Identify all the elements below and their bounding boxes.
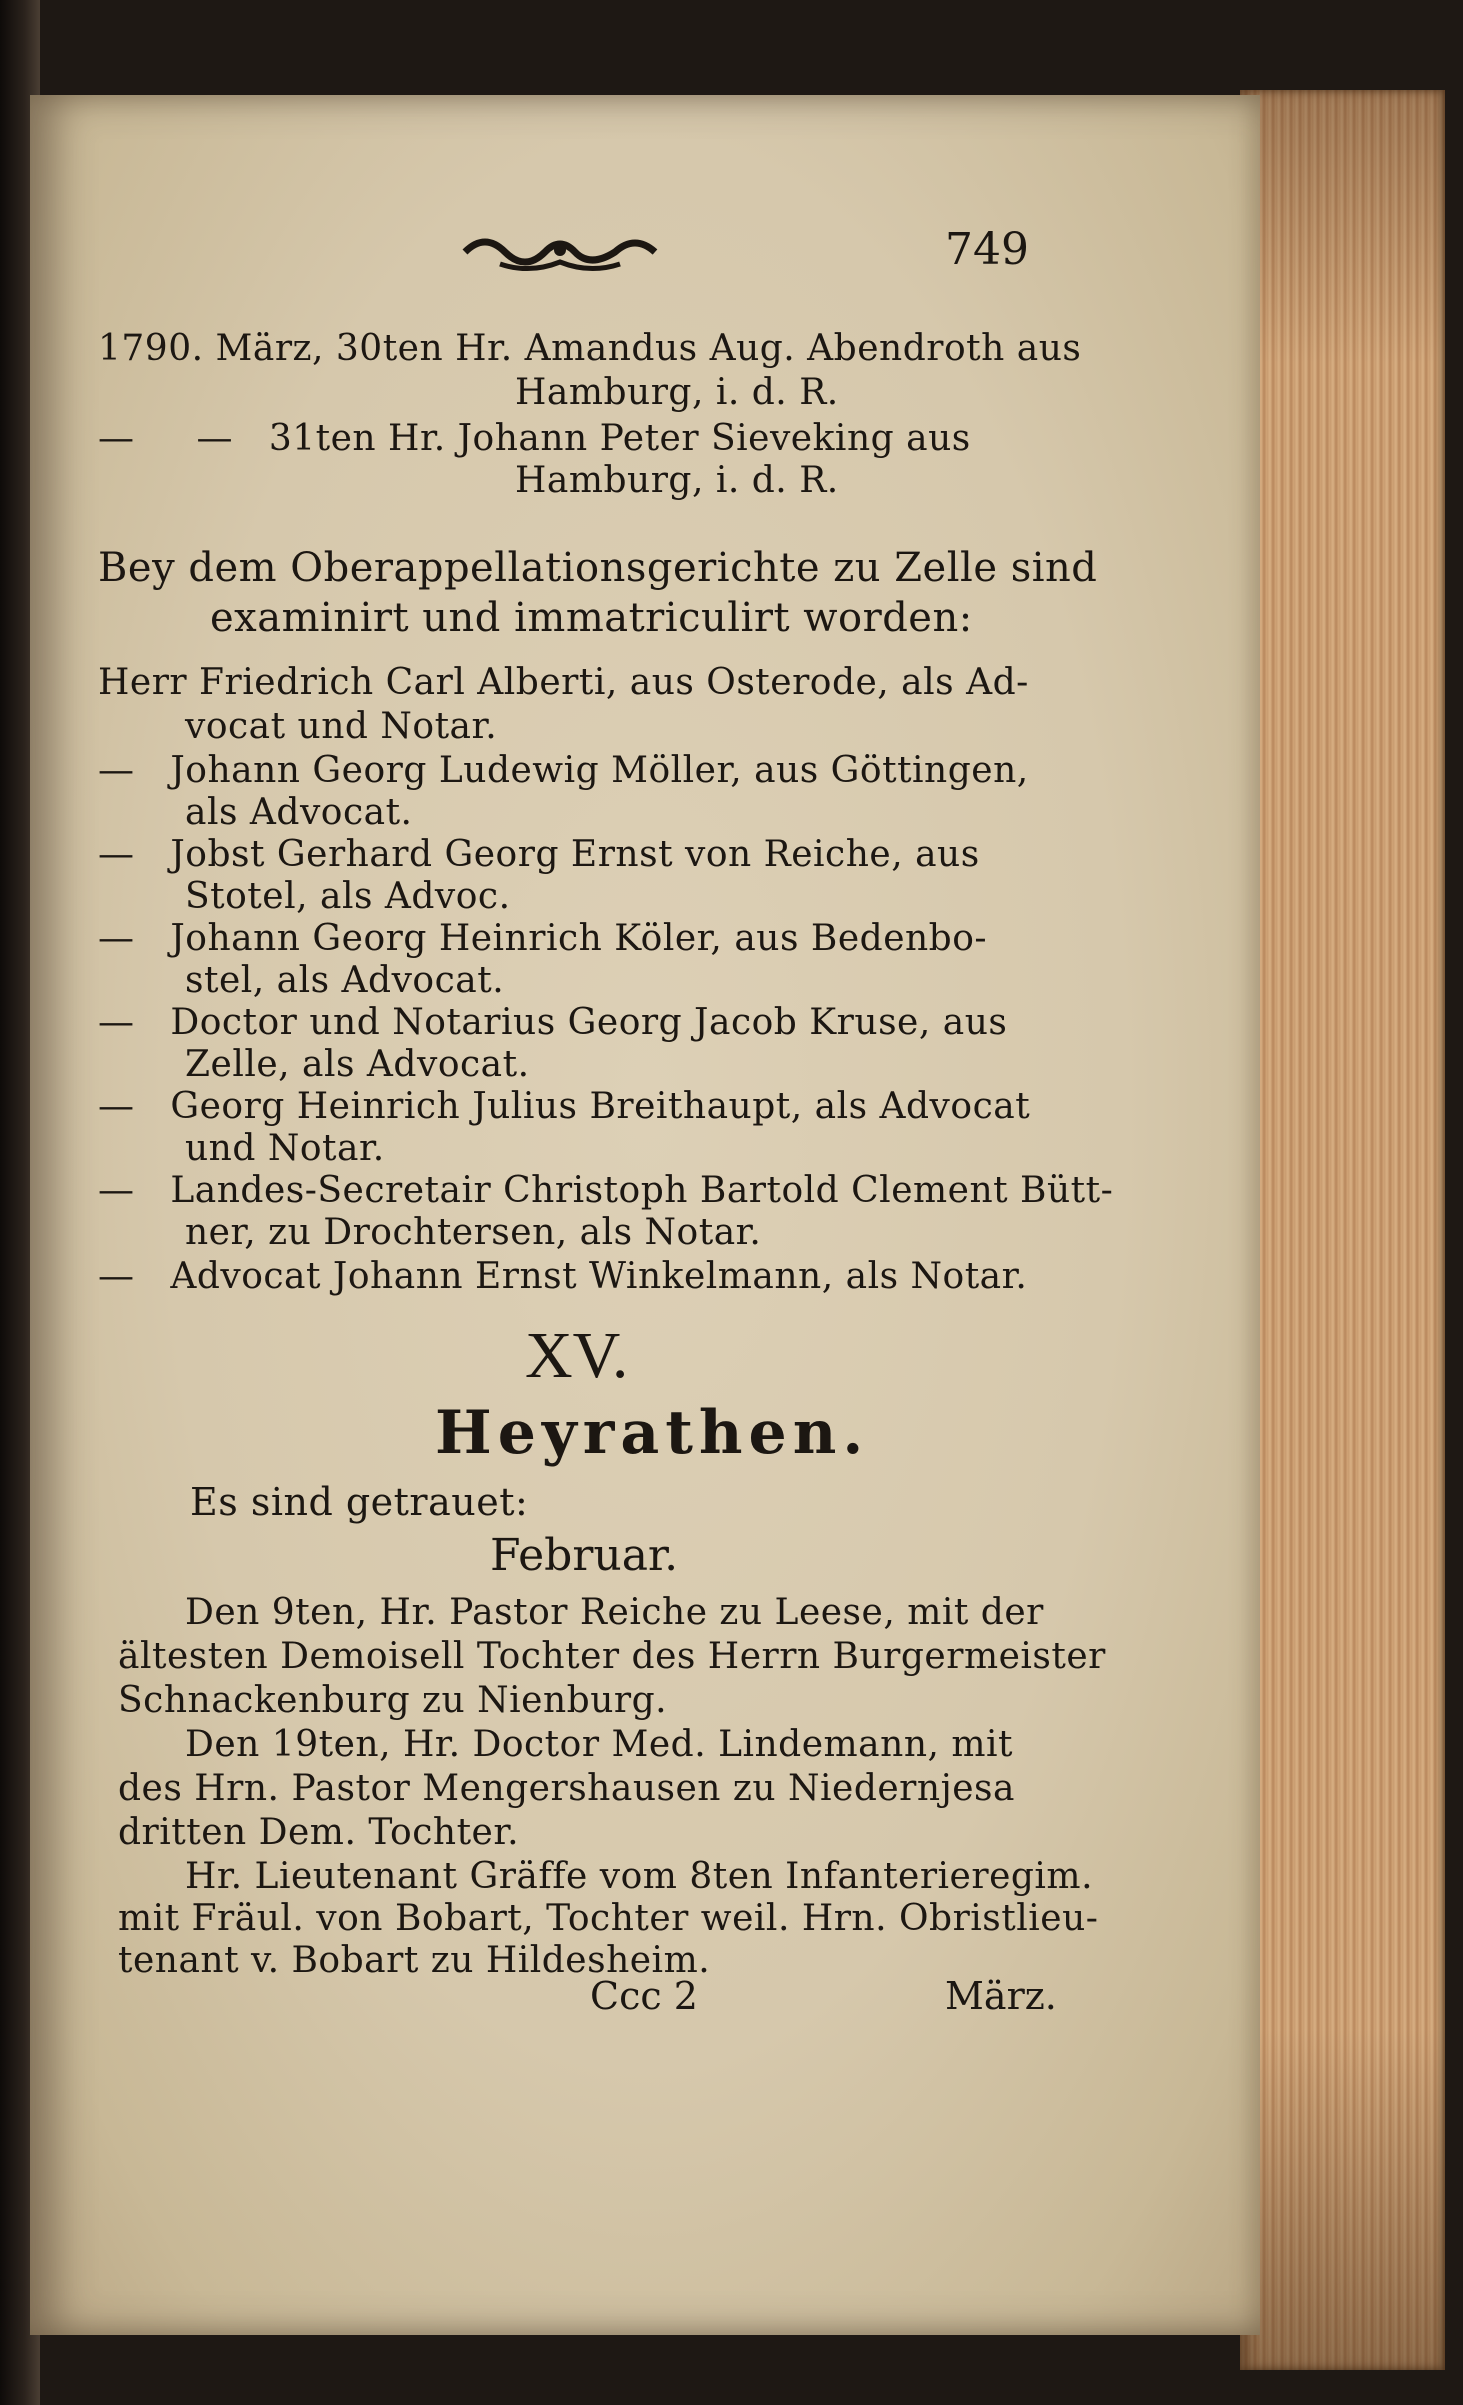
entry-line-15	[98, 1256, 1027, 1297]
dash: —	[98, 1170, 135, 1211]
signature-mark: Ccc 2	[590, 1974, 698, 2018]
dash: —	[98, 418, 135, 459]
entry-line-5-text: Jobst Gerhard Georg Ernst von Reiche, aus	[170, 834, 980, 875]
entry-line-12: und Notar.	[185, 1128, 385, 1169]
entry-line-9-text: Doctor und Notarius Georg Jacob Kruse, aus	[170, 1002, 1008, 1043]
marriage-line-9: tenant v. Bobart zu Hildesheim.	[118, 1940, 711, 1981]
marriage-line-5: des Hrn. Pastor Mengershausen zu Niedernjesa	[118, 1768, 1015, 1809]
marriage-line-3: Schnackenburg zu Nienburg.	[118, 1680, 668, 1721]
entry-line-7	[98, 918, 987, 959]
entry-line-10: Zelle, als Advocat.	[185, 1044, 530, 1085]
oberappellation-intro-2: examinirt und immatriculirt worden:	[210, 595, 973, 641]
entry-line-15-text: Advocat Johann Ernst Winkelmann, als Notar.	[170, 1256, 1028, 1297]
catchword: März.	[945, 1974, 1057, 2018]
entry-line-13-text: Landes-Secretair Christoph Bartold Clement Bütt-	[170, 1170, 1114, 1211]
page-number: 749	[945, 224, 1029, 275]
entry-line-11	[98, 1086, 1030, 1127]
marriage-line-2: ältesten Demoisell Tochter des Herrn Burgermeister	[118, 1636, 1106, 1677]
entry-line-1: Herr Friedrich Carl Alberti, aus Osterode, als Ad-	[98, 662, 1029, 703]
entry-line-11-text: Georg Heinrich Julius Breithaupt, als Advocat	[170, 1086, 1031, 1127]
entry-line-9	[98, 1002, 1007, 1043]
register-line-3-text: 31ten Hr. Johann Peter Sieveking aus	[268, 418, 971, 459]
head-ornament	[460, 222, 660, 282]
register-line-2: Hamburg, i. d. R.	[515, 372, 839, 413]
entry-line-3	[98, 750, 1029, 791]
entry-line-5	[98, 834, 980, 875]
entry-line-14: ner, zu Drochtersen, als Notar.	[185, 1212, 762, 1253]
entry-line-6: Stotel, als Advoc.	[185, 876, 511, 917]
marriage-line-4: Den 19ten, Hr. Doctor Med. Lindemann, mit	[185, 1724, 1014, 1765]
entry-line-13	[98, 1170, 1113, 1211]
dash: —	[98, 750, 135, 791]
section-title: Heyrathen.	[435, 1398, 870, 1468]
section-intro: Es sind getrauet:	[190, 1480, 529, 1524]
register-line-1: 1790. März, 30ten Hr. Amandus Aug. Abendroth aus	[98, 328, 1082, 369]
marriage-line-6: dritten Dem. Tochter.	[118, 1812, 520, 1853]
marriage-line-1: Den 9ten, Hr. Pastor Reiche zu Leese, mit der	[185, 1592, 1044, 1633]
dash: —	[98, 834, 135, 875]
oberappellation-intro-1: Bey dem Oberappellationsgerichte zu Zelle sind	[98, 545, 1098, 591]
dash: —	[196, 418, 233, 459]
dash: —	[98, 1256, 135, 1297]
dash: —	[98, 1086, 135, 1127]
section-numeral: XV.	[525, 1319, 629, 1392]
entry-line-4: als Advocat.	[185, 792, 413, 833]
entry-line-7-text: Johann Georg Heinrich Köler, aus Bedenbo-	[170, 918, 988, 959]
entry-line-3-text: Johann Georg Ludewig Möller, aus Göttingen,	[170, 750, 1029, 791]
marriage-line-7: Hr. Lieutenant Gräffe vom 8ten Infanterieregim.	[185, 1856, 1094, 1897]
entry-line-2: vocat und Notar.	[185, 706, 498, 747]
section-month: Februar.	[490, 1530, 679, 1581]
register-line-4: Hamburg, i. d. R.	[515, 460, 839, 501]
entry-line-8: stel, als Advocat.	[185, 960, 505, 1001]
marriage-line-8: mit Fräul. von Bobart, Tochter weil. Hrn. Obristlieu-	[118, 1898, 1099, 1939]
dash: —	[98, 1002, 135, 1043]
register-line-3	[98, 418, 971, 459]
dash: —	[98, 918, 135, 959]
